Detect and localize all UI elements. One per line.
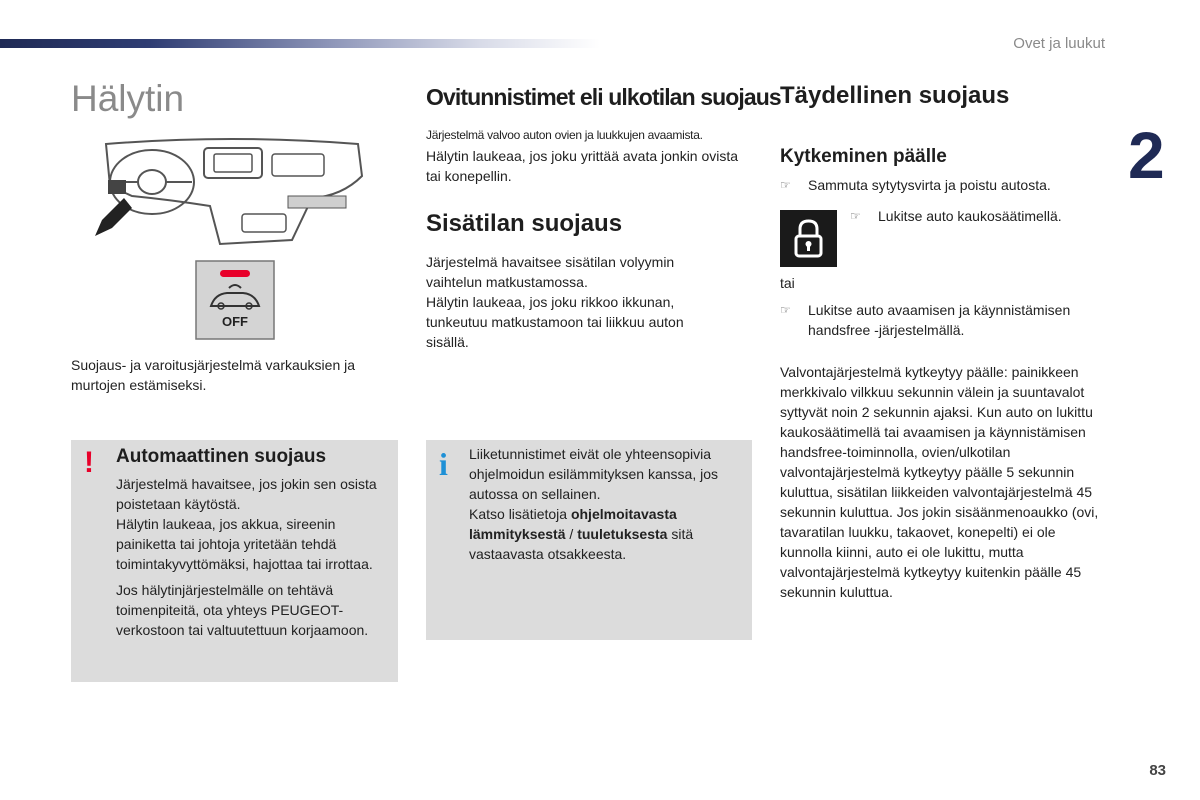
page-title: Hälytin (71, 78, 185, 119)
info-box (426, 440, 752, 640)
warning-paragraph-3: Jos hälytinjärjestelmälle on tehtävä toimenpiteitä, ota yhteys PEUGEOT-verkostoon tai valtuutettuun korjaamoon. (116, 582, 369, 638)
illustration-caption: Suojaus- ja varoitusjärjestelmä varkauksien ja murtojen estämiseksi. (71, 357, 356, 393)
activation-description: Valvontajärjestelmä kytkeytyy päälle: painikkeen merkkivalo vilkkuu sekunnin välein ja suuntavalot syttyvät noin 2 sekunnin ajaksi. Kun auto on lukittu kaukosäätimellä tai avaamisen ja käynnistämisen handsfree-toiminnolla, ovien/ulkotilan valvontajärjestelmä kytkeytyy päälle 5 sekunnin kuluttua, sisätilan liikkeiden valvontajärjestelmä 45 sekunnin kuluttua. Jos jokin sisäänmenoaukko (ovi, tavaratilan luukku, takaovet, konepelti) ei ole kunnolla kiinni, auto ei ole lukittu, mutta valvontajärjestelmä kytkeytyy kuitenkin päälle 45 sekunnin kuluttua. (780, 364, 1099, 600)
padlock-icon (780, 210, 837, 267)
info-link-heating: ohjelmoitavasta lämmityksestä (469, 506, 677, 542)
step-lock-handsfree: Lukitse auto avaamisen ja käynnistämisen handsfree -järjestelmällä. (808, 302, 1071, 338)
heading-interior-protection: Sisätilan suojaus (426, 210, 623, 237)
header-gradient-bar (0, 39, 600, 48)
info-paragraph-1: Liiketunnistimet eivät ole yhteensopivia ohjelmoidun esilämmityksen kanssa, jos autossa on sellainen. (469, 446, 718, 502)
pointer-bullet-icon: ☞ (850, 209, 861, 223)
heading-full-protection: Täydellinen suojaus (780, 82, 1010, 109)
list-item (780, 300, 1100, 340)
alarm-off-button-illustration (195, 260, 275, 340)
dashboard-illustration (92, 136, 372, 251)
warning-paragraph-2: Hälytin laukeaa, jos akkua, sireenin painiketta tai johtoja yritetään tehdä toimintakyvyttömäksi, hajottaa tai irrottaa. (116, 516, 373, 572)
info-icon: i (439, 446, 448, 482)
warning-body (116, 474, 394, 640)
list-item (780, 175, 1100, 195)
info-separator: / (565, 526, 578, 542)
or-text: tai (780, 275, 795, 291)
warning-icon: ! (84, 446, 94, 479)
section-header: Ovet ja luukut (1013, 35, 1105, 52)
list-item (850, 206, 1100, 226)
pointer-bullet-icon: ☞ (780, 303, 791, 317)
pointer-bullet-icon: ☞ (780, 178, 791, 192)
warning-paragraph-1: Järjestelmä havaitsee, jos jokin sen osista poistetaan käytöstä. (116, 476, 377, 512)
subheading-activation: Kytkeminen päälle (780, 146, 947, 167)
door-sensors-paragraph-1: Järjestelmä valvoo auton ovien ja luukkujen avaamista. (426, 128, 703, 142)
chapter-number: 2 (1128, 118, 1165, 192)
warning-title: Automaattinen suojaus (116, 446, 327, 467)
interior-paragraph-2: Hälytin laukeaa, jos joku rikkoo ikkunan, tunkeutuu matkustamoon tai liikkuu auton sisällä. (426, 294, 684, 350)
step-lock-remote: Lukitse auto kaukosäätimellä. (878, 208, 1062, 224)
info-link-ventilation: tuuletuksesta (577, 526, 668, 542)
warning-box (71, 440, 398, 682)
info-see-suffix: sitä vastaavasta otsakkeesta. (469, 526, 694, 562)
info-paragraph-2 (469, 504, 749, 564)
door-sensors-paragraph-2: Hälytin laukeaa, jos joku yrittää avata jonkin ovista tai konepellin. (426, 148, 739, 184)
lock-button-tile (780, 210, 837, 267)
page-number: 83 (1149, 762, 1166, 779)
heading-door-sensors: Ovitunnistimet eli ulkotilan suojaus (426, 84, 781, 110)
off-label: OFF (222, 314, 248, 329)
step-switch-off: Sammuta sytytysvirta ja poistu autosta. (808, 177, 1051, 193)
interior-paragraph-1: Järjestelmä havaitsee sisätilan volyymin vaihtelun matkustamossa. (426, 254, 675, 290)
info-body (469, 444, 749, 564)
info-see-prefix: Katso lisätietoja (469, 506, 571, 522)
